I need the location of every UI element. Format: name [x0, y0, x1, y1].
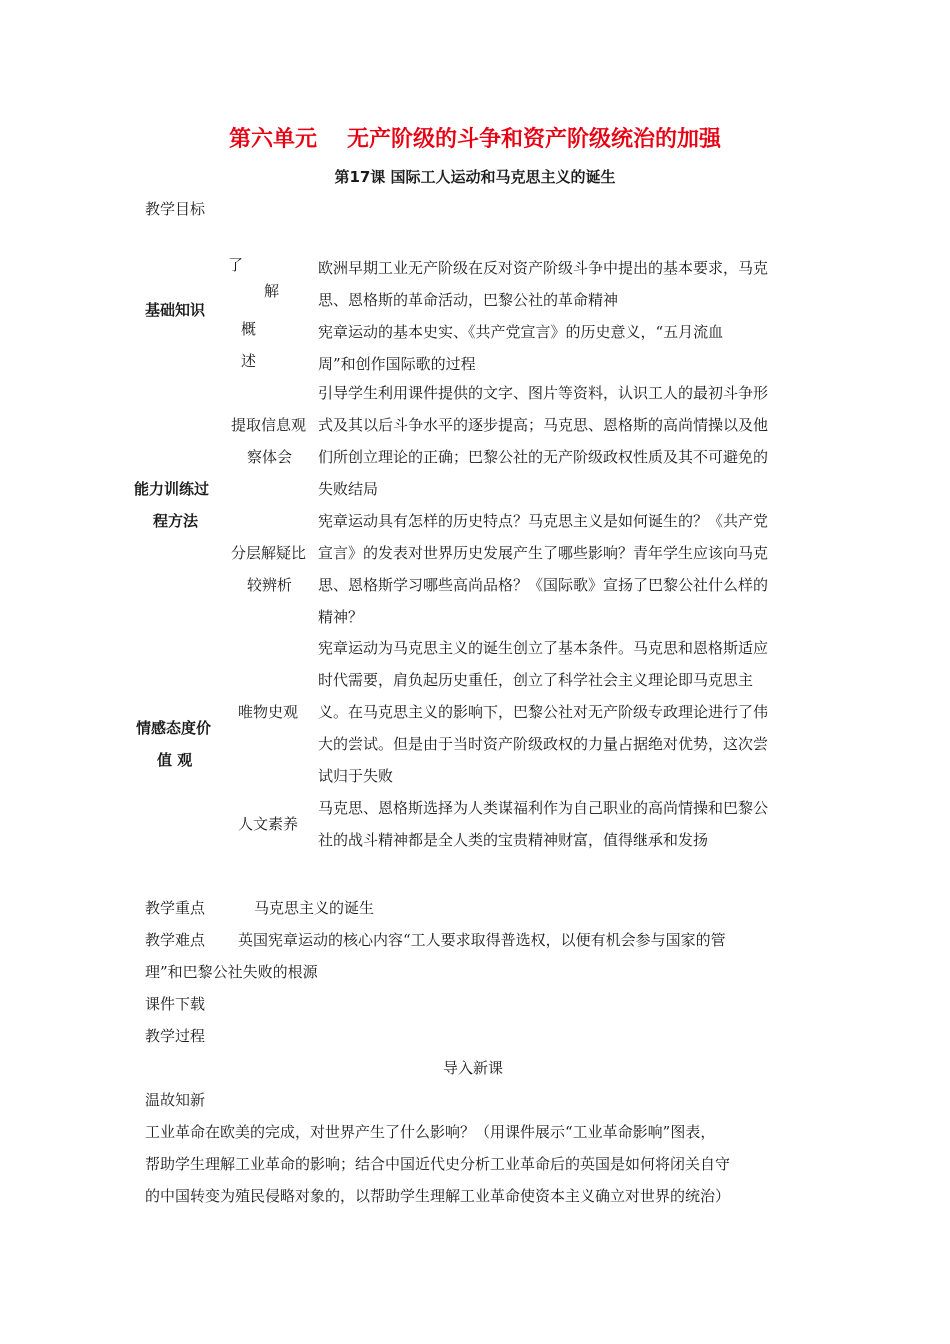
courseware-label: 课件下载 [145, 995, 206, 1013]
analyze-label-line2: 较辨析 [247, 576, 293, 594]
text-line: 帮助学生理解工业革命的影响；结合中国近代史分析工业革命后的英国是如何将闭关自守 [145, 1155, 731, 1173]
difficulty-label: 教学难点 [145, 931, 206, 949]
text-line: 欧洲早期工业无产阶级在反对资产阶级斗争中提出的基本要求，马克 [318, 259, 769, 277]
text-line: 思、恩格斯的革命活动，巴黎公社的革命精神 [318, 291, 619, 309]
humanities-label: 人文素养 [238, 815, 299, 833]
text-line: 宪章运动为马克思主义的诞生创立了基本条件。马克思和恩格斯适应 [318, 639, 769, 657]
process-label: 教学过程 [145, 1027, 206, 1045]
text-line: 大的尝试。但是由于当时资产阶级政权的力量占据绝对优势，这次尝 [318, 735, 769, 753]
text-line: 义。在马克思主义的影响下，巴黎公社对无产阶级专政理论进行了伟 [318, 703, 769, 721]
text-line: 精神？ [318, 608, 364, 626]
extract-text [318, 377, 768, 505]
text-line: 思、恩格斯学习哪些高尚品格？《国际歌》宣扬了巴黎公社什么样的 [318, 576, 769, 594]
text-line: 周”和创作国际歌的过程 [318, 355, 476, 373]
text-line: 的中国转变为殖民侵略对象的，以帮助学生理解工业革命使资本主义确立对世界的统治） [145, 1187, 731, 1205]
unit-number: 第六单元 [228, 127, 317, 152]
difficulty-text-line1: 英国宪章运动的核心内容“工人要求取得普选权，以便有机会参与国家的管 [238, 931, 726, 949]
lesson-title: 第17课 国际工人运动和马克思主义的诞生 [334, 168, 616, 186]
analyze-text [318, 505, 768, 633]
sub-label-char-3: 概 [241, 320, 257, 338]
key-point-text: 马克思主义的诞生 [254, 899, 375, 917]
text-line: 引导学生利用课件提供的文字、图片等资料，认识工人的最初斗争形 [318, 384, 769, 402]
basic-knowledge-category: 基础知识 [145, 301, 206, 319]
ability-category-line2: 程方法 [153, 512, 199, 530]
basic-knowledge-text [318, 252, 768, 380]
review-label: 温故知新 [145, 1091, 206, 1109]
sub-label-char-1: 了 [228, 256, 244, 274]
ability-category-line1: 能力训练过 [134, 480, 210, 498]
analyze-label-line1: 分层解疑比 [231, 544, 307, 562]
humanities-text [318, 792, 768, 856]
sub-label-char-4: 述 [241, 352, 257, 370]
unit-name: 无产阶级的斗争和资产阶级统治的加强 [347, 127, 722, 152]
text-line: 工业革命在欧美的完成，对世界产生了什么影响？（用课件展示“工业革命影响”图表， [145, 1123, 716, 1141]
difficulty-text-line2: 理”和巴黎公社失败的根源 [145, 963, 318, 981]
intro-heading: 导入新课 [443, 1059, 504, 1077]
text-line: 社的战斗精神都是全人类的宝贵精神财富，值得继承和发扬 [318, 831, 709, 849]
emotion-category-line2: 值 观 [157, 751, 193, 769]
text-line: 宪章运动的基本史实、《共产党宣言》的历史意义，“五月流血 [318, 323, 724, 341]
text-line: 式及其以后斗争水平的逐步提高；马克思、恩格斯的高尚情操以及他 [318, 416, 769, 434]
text-line: 失败结局 [318, 480, 379, 498]
emotion-category-line1: 情感态度价 [136, 719, 212, 737]
objectives-label: 教学目标 [145, 200, 206, 218]
key-point-label: 教学重点 [145, 899, 206, 917]
text-line: 时代需要，肩负起历史重任，创立了科学社会主义理论即马克思主 [318, 671, 754, 689]
text-line: 试归于失败 [318, 767, 394, 785]
review-text [145, 1116, 730, 1212]
text-line: 马克思、恩格斯选择为人类谋福利作为自己职业的高尚情操和巴黎公 [318, 799, 769, 817]
text-line: 们所创立理论的正确；巴黎公社的无产阶级政权性质及其不可避免的 [318, 448, 769, 466]
extract-label-line2: 察体会 [247, 448, 293, 466]
text-line: 宪章运动具有怎样的历史特点？马克思主义是如何诞生的？《共产党 [318, 512, 769, 530]
materialism-text [318, 632, 768, 792]
text-line: 宣言》的发表对世界历史发展产生了哪些影响？青年学生应该向马克 [318, 544, 769, 562]
extract-label-line1: 提取信息观 [231, 416, 307, 434]
unit-title [0, 122, 950, 153]
materialism-label: 唯物史观 [238, 703, 299, 721]
sub-label-char-2: 解 [264, 282, 280, 300]
